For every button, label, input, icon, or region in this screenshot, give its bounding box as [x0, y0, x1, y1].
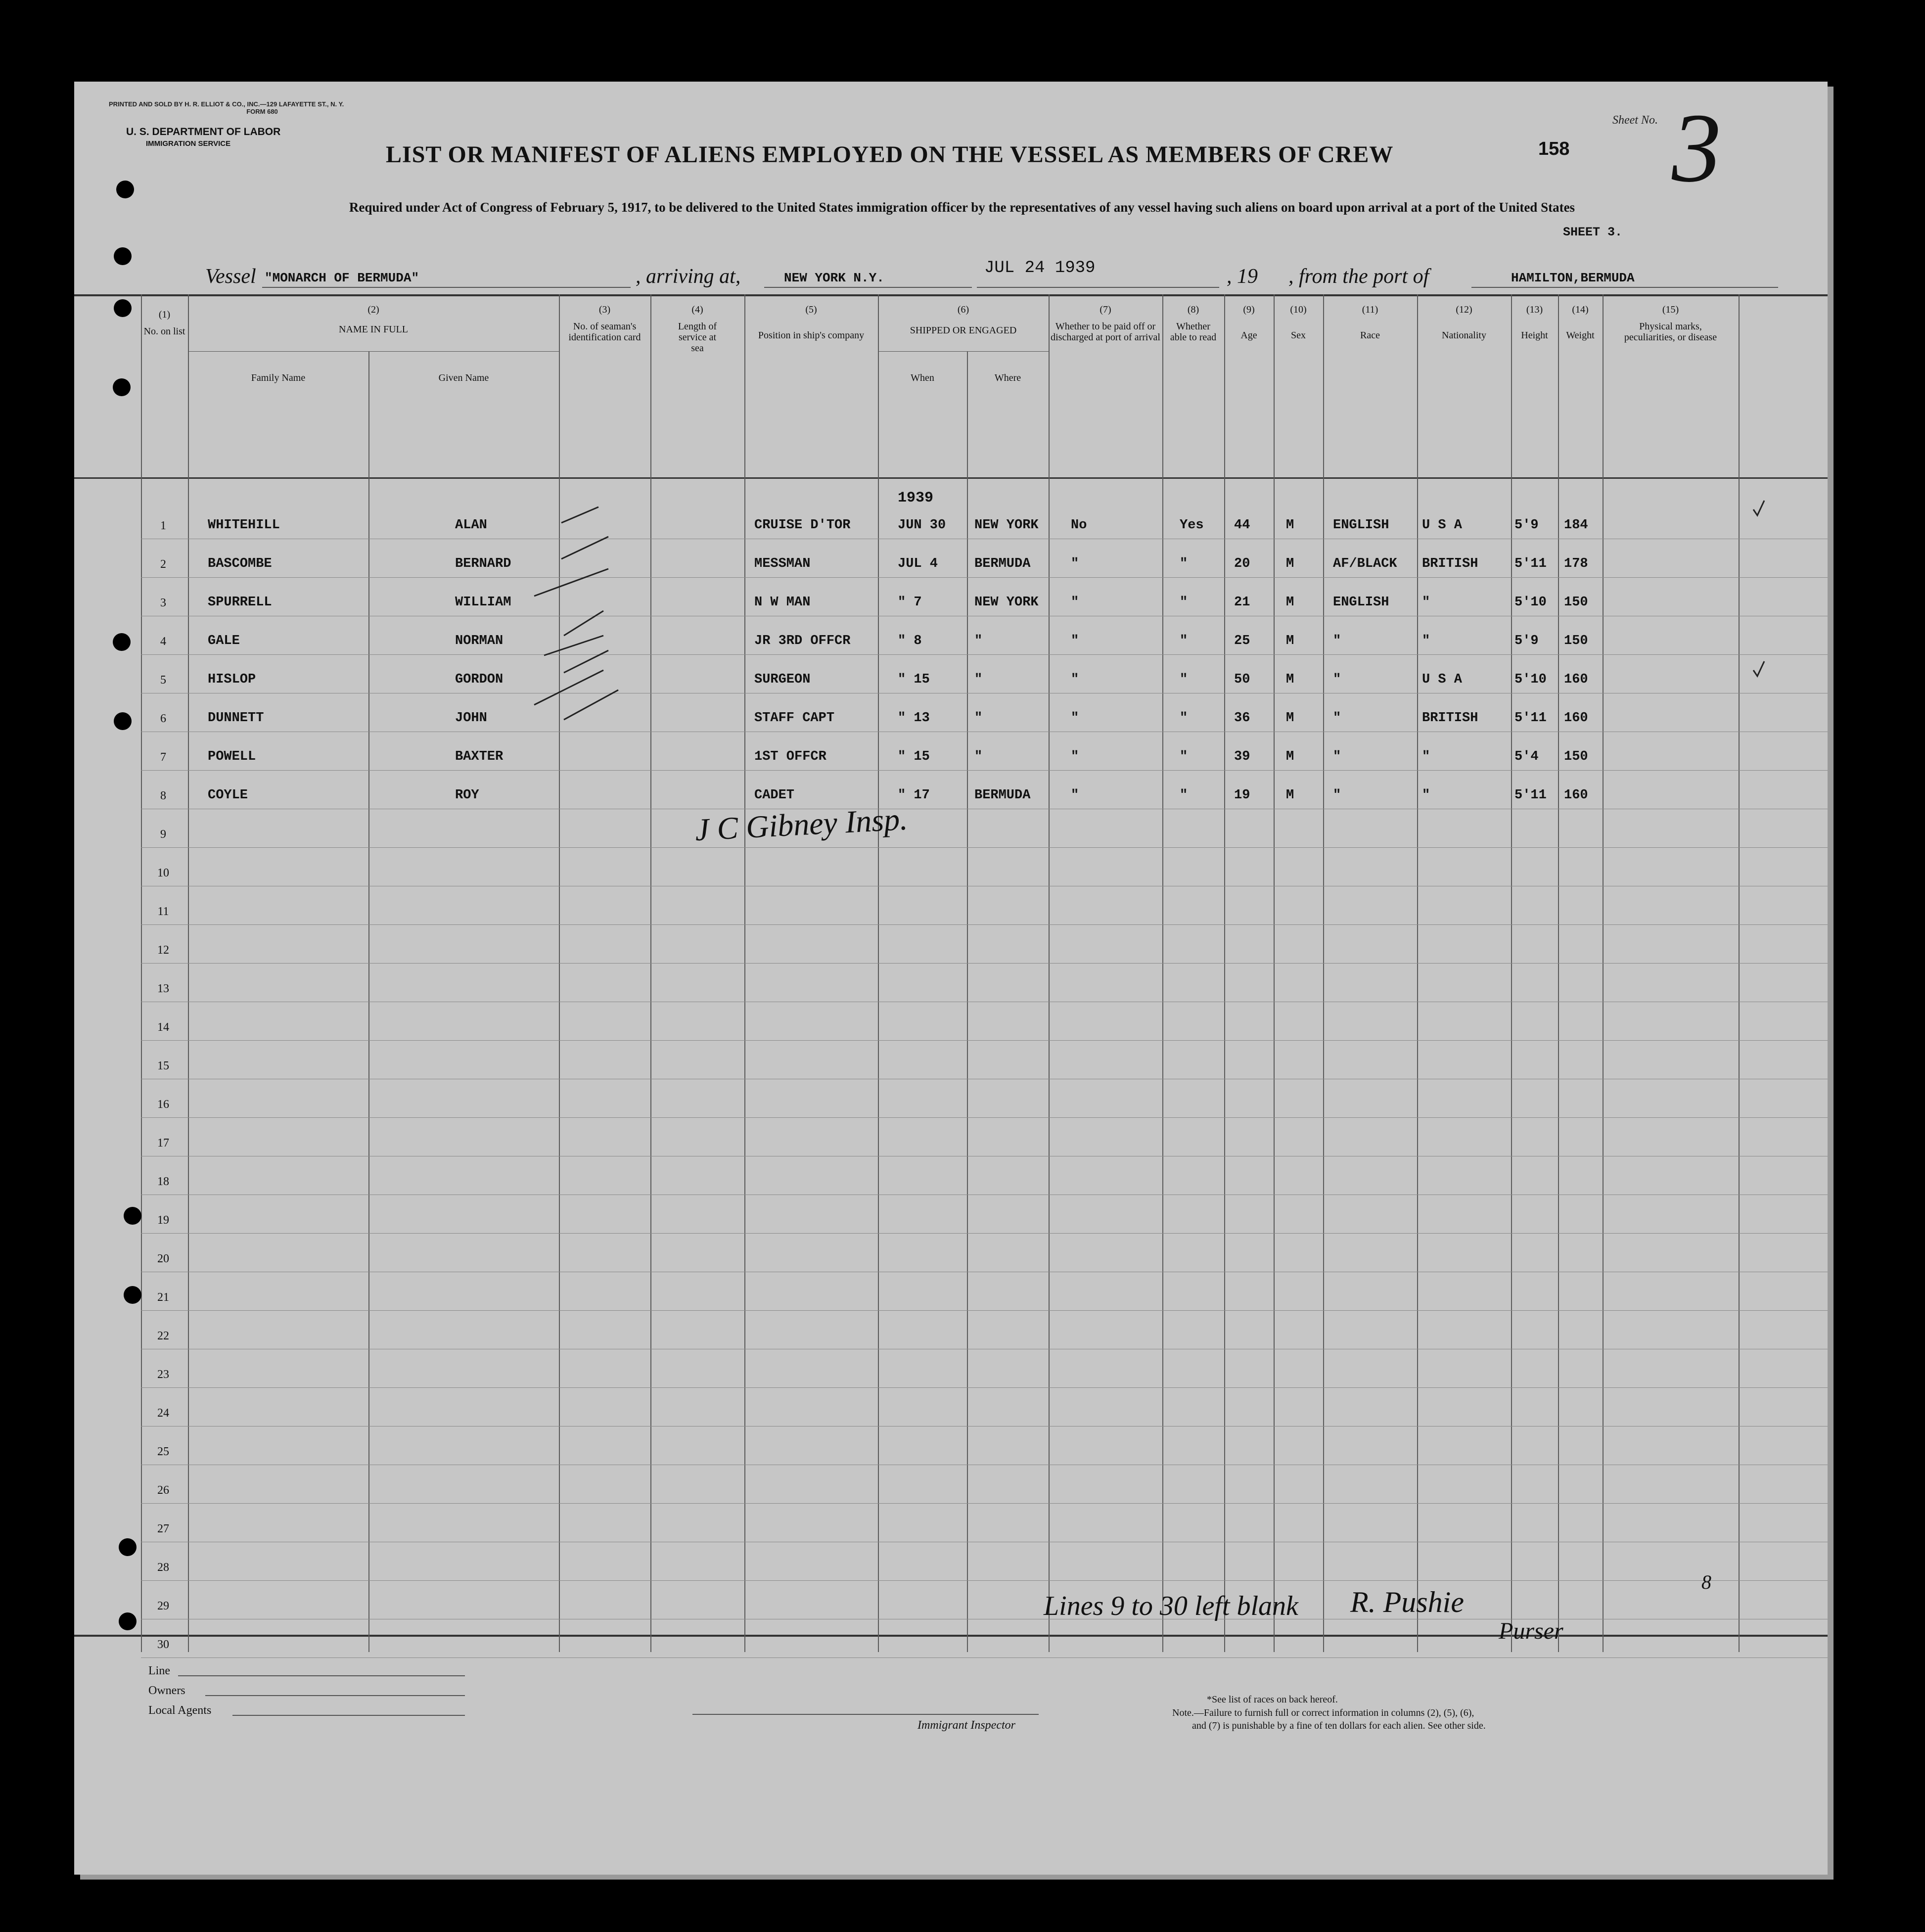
crew-family-cell: GALE: [208, 634, 240, 648]
sheet-no-handwritten: 3: [1672, 93, 1721, 203]
crew-sex-cell: M: [1286, 595, 1294, 610]
punch-hole: [119, 1612, 137, 1630]
sheet-typed: SHEET 3.: [1563, 225, 1623, 239]
crew-race-cell: ": [1333, 711, 1341, 726]
fine-note-1: Note.—Failure to furnish full or correct information in columns (2), (5), (6),: [1172, 1707, 1474, 1718]
vessel-line: [205, 259, 1788, 294]
punch-hole: [113, 378, 131, 396]
department-name: U. S. DEPARTMENT OF LABOR: [126, 126, 281, 138]
col12-text: Nationality: [1442, 330, 1486, 341]
crew-family-cell: HISLOP: [208, 672, 256, 687]
crew-height-cell: 5'11: [1514, 788, 1547, 803]
crew-sex-cell: M: [1286, 672, 1294, 687]
row-number: 2: [160, 558, 166, 571]
id-tick-5: [544, 636, 603, 655]
crew-family-cell: BASCOMBE: [208, 556, 272, 571]
col15-text: Physical marks, peculiarities, or disease: [1624, 321, 1717, 343]
crew-race-cell: ": [1333, 634, 1341, 648]
row-number: 12: [157, 944, 169, 957]
crew-nationality-cell: ": [1422, 788, 1430, 803]
crew-position-cell: MESSMAN: [754, 556, 811, 571]
crew-given-cell: ROY: [455, 788, 479, 803]
crew-where-cell: NEW YORK: [974, 595, 1039, 610]
row-number: 9: [160, 828, 166, 841]
row-number: 26: [157, 1484, 169, 1497]
margin-mark: 8: [1701, 1571, 1711, 1593]
row-number: 11: [157, 905, 169, 918]
crew-position-cell: CRUISE D'TOR: [754, 518, 851, 533]
printer-imprint: [109, 100, 415, 115]
crew-given-cell: JOHN: [455, 711, 487, 726]
row-number: 29: [157, 1600, 169, 1612]
crew-when-cell: JUL 4: [898, 556, 938, 571]
col6-where-header: Where: [994, 372, 1021, 383]
row-number: 15: [157, 1059, 169, 1072]
crew-nationality-cell: ": [1422, 595, 1430, 610]
crew-nationality-cell: U S A: [1422, 672, 1463, 687]
row-number: 13: [157, 982, 169, 995]
col15-num: (15): [1662, 304, 1679, 315]
col4-num: (4): [691, 304, 703, 315]
crew-where-cell: BERMUDA: [974, 556, 1031, 571]
row-number: 20: [157, 1252, 169, 1265]
col11-text: Race: [1360, 330, 1380, 341]
crew-where-cell: ": [974, 749, 983, 764]
col6-when-header: When: [911, 372, 934, 383]
crew-when-cell: " 15: [898, 672, 930, 687]
col1-num: (1): [158, 309, 171, 320]
crew-when-cell: " 8: [898, 634, 922, 648]
col8-text: Whether able to read: [1170, 321, 1217, 343]
crew-position-cell: JR 3RD OFFCR: [754, 634, 851, 648]
crew-race-cell: ": [1333, 788, 1341, 803]
purser-signature: R. Pushie: [1350, 1586, 1464, 1618]
arrival-date-stamp: JUL 24 1939: [984, 259, 1096, 277]
crew-given-cell: NORMAN: [455, 634, 504, 648]
year-label: , 19: [1227, 265, 1258, 288]
id-tick-4: [564, 611, 603, 636]
crew-read-cell: ": [1180, 556, 1188, 571]
crew-position-cell: STAFF CAPT: [754, 711, 835, 726]
col10-num: (10): [1290, 304, 1307, 315]
crew-height-cell: 5'11: [1514, 711, 1547, 726]
crew-nationality-cell: BRITISH: [1422, 711, 1478, 726]
crew-when-cell: " 7: [898, 595, 922, 610]
crew-nationality-cell: BRITISH: [1422, 556, 1478, 571]
crew-weight-cell: 150: [1564, 595, 1588, 610]
crew-sex-cell: M: [1286, 634, 1294, 648]
arriving-port: NEW YORK N.Y.: [784, 271, 884, 285]
crew-height-cell: 5'9: [1514, 518, 1539, 533]
crew-race-cell: ENGLISH: [1333, 595, 1389, 610]
crew-age-cell: 19: [1234, 788, 1250, 803]
crew-when-cell: " 17: [898, 788, 930, 803]
crew-age-cell: 39: [1234, 749, 1250, 764]
col9-text: Age: [1240, 330, 1257, 341]
vessel-name: "MONARCH OF BERMUDA": [265, 271, 419, 285]
purser-title: Purser: [1499, 1618, 1563, 1644]
row-number: 19: [157, 1214, 169, 1227]
punch-hole: [114, 299, 132, 317]
crew-sex-cell: M: [1286, 788, 1294, 803]
printer-form: FORM 680: [246, 108, 278, 115]
id-tick-3: [534, 569, 608, 596]
row-number: 1: [160, 519, 166, 532]
col3-text: No. of seaman's identification card: [568, 321, 641, 343]
crew-weight-cell: 160: [1564, 788, 1588, 803]
crew-age-cell: 44: [1234, 518, 1250, 533]
vessel-label: Vessel: [205, 265, 256, 288]
crew-when-cell: " 15: [898, 749, 930, 764]
crew-height-cell: 5'10: [1514, 672, 1547, 687]
row-number: 18: [157, 1175, 169, 1188]
crew-age-cell: 21: [1234, 595, 1250, 610]
crew-family-cell: SPURRELL: [208, 595, 272, 610]
crew-when-cell: " 13: [898, 711, 930, 726]
row-number: 23: [157, 1368, 169, 1381]
crew-family-cell: COYLE: [208, 788, 248, 803]
crew-family-cell: POWELL: [208, 749, 256, 764]
crew-position-cell: 1ST OFFCR: [754, 749, 826, 764]
crew-age-cell: 36: [1234, 711, 1250, 726]
crew-sex-cell: M: [1286, 518, 1294, 533]
crew-given-cell: ALAN: [455, 518, 487, 533]
punch-hole: [124, 1286, 141, 1304]
row-number: 10: [157, 867, 169, 879]
crew-race-cell: ": [1333, 672, 1341, 687]
crew-read-cell: ": [1180, 788, 1188, 803]
crew-height-cell: 5'11: [1514, 556, 1547, 571]
crew-paid-cell: ": [1071, 634, 1079, 648]
row-rule: [141, 1657, 1828, 1658]
crew-when-cell: JUN 30: [898, 518, 946, 533]
id-tick-2: [561, 537, 608, 559]
col7-text: Whether to be paid off or discharged at port of arrival: [1051, 321, 1160, 343]
local-agents-label: Local Agents: [148, 1704, 212, 1717]
col2-family-header: Family Name: [251, 372, 306, 383]
crew-read-cell: ": [1180, 711, 1188, 726]
printer-line: PRINTED AND SOLD BY H. R. ELLIOT & CO., INC.—129 LAFAYETTE ST., N. Y.: [109, 100, 344, 108]
crew-given-cell: BERNARD: [455, 556, 511, 571]
crew-paid-cell: ": [1071, 595, 1079, 610]
crew-race-cell: ENGLISH: [1333, 518, 1389, 533]
punch-hole: [124, 1207, 141, 1225]
crew-sex-cell: M: [1286, 749, 1294, 764]
immigrant-inspector-label: Immigrant Inspector: [917, 1719, 1015, 1732]
crew-nationality-cell: ": [1422, 634, 1430, 648]
required-statement: Required under Act of Congress of February 5, 1917, to be delivered to the United States immigration officer by the representatives of any vessel having such aliens on board upon arrival at a port of the United States: [349, 200, 1575, 215]
col4-text: Length of service at sea: [678, 321, 717, 354]
punch-hole: [114, 712, 132, 730]
punch-hole: [114, 247, 132, 265]
crew-family-cell: WHITEHILL: [208, 518, 280, 533]
crew-where-cell: ": [974, 672, 983, 687]
punch-hole: [119, 1538, 137, 1556]
fine-note-2: and (7) is punishable by a fine of ten dollars for each alien. See other side.: [1192, 1720, 1486, 1731]
col6-text: SHIPPED OR ENGAGED: [910, 325, 1017, 336]
crew-given-cell: WILLIAM: [455, 595, 511, 610]
crew-read-cell: Yes: [1180, 518, 1204, 533]
crew-height-cell: 5'9: [1514, 634, 1539, 648]
crew-weight-cell: 178: [1564, 556, 1588, 571]
manifest-sheet: [74, 82, 1828, 1875]
crew-race-cell: ": [1333, 749, 1341, 764]
row-number: 25: [157, 1445, 169, 1458]
crew-race-cell: AF/BLACK: [1333, 556, 1397, 571]
crew-age-cell: 25: [1234, 634, 1250, 648]
crew-given-cell: GORDON: [455, 672, 504, 687]
from-port: HAMILTON,BERMUDA: [1511, 271, 1635, 285]
form-number: 158: [1538, 138, 1570, 159]
check-mark-5: [1753, 661, 1764, 676]
id-tick-1: [561, 507, 598, 523]
row-number: 5: [160, 674, 166, 687]
col13-text: Height: [1521, 330, 1548, 341]
crew-read-cell: ": [1180, 634, 1188, 648]
col11-num: (11): [1362, 304, 1378, 315]
row-number: 6: [160, 712, 166, 725]
crew-weight-cell: 184: [1564, 518, 1588, 533]
id-tick-7: [534, 670, 603, 705]
handwritten-marks: [74, 294, 1828, 1652]
crew-age-cell: 20: [1234, 556, 1250, 571]
crew-weight-cell: 150: [1564, 749, 1588, 764]
crew-where-cell: ": [974, 634, 983, 648]
crew-height-cell: 5'4: [1514, 749, 1539, 764]
col1-text: No. on list: [143, 326, 185, 337]
col5-text: Position in ship's company: [758, 330, 865, 341]
punch-hole: [113, 633, 131, 651]
year-above-when: 1939: [898, 490, 934, 506]
crew-position-cell: CADET: [754, 788, 795, 803]
crew-position-cell: N W MAN: [754, 595, 811, 610]
row-number: 21: [157, 1291, 169, 1304]
line-label: Line: [148, 1664, 170, 1677]
col2-text: NAME IN FULL: [339, 324, 408, 335]
col3-num: (3): [598, 304, 611, 315]
col2-num: (2): [367, 304, 379, 315]
crew-paid-cell: ": [1071, 556, 1079, 571]
crew-paid-cell: ": [1071, 672, 1079, 687]
crew-given-cell: BAXTER: [455, 749, 504, 764]
crew-where-cell: ": [974, 711, 983, 726]
col14-num: (14): [1572, 304, 1589, 315]
col10-text: Sex: [1291, 330, 1306, 341]
crew-height-cell: 5'10: [1514, 595, 1547, 610]
crew-paid-cell: No: [1071, 518, 1087, 533]
lines-blank-note: Lines 9 to 30 left blank: [1044, 1591, 1298, 1621]
crew-read-cell: ": [1180, 672, 1188, 687]
crew-sex-cell: M: [1286, 711, 1294, 726]
row-number: 7: [160, 751, 166, 764]
page-title: LIST OR MANIFEST OF ALIENS EMPLOYED ON THE VESSEL AS MEMBERS OF CREW: [386, 141, 1394, 168]
row-number: 16: [157, 1098, 169, 1111]
col12-num: (12): [1456, 304, 1472, 315]
row-number: 4: [160, 635, 166, 648]
crew-position-cell: SURGEON: [754, 672, 811, 687]
row-number: 27: [157, 1522, 169, 1535]
col8-num: (8): [1187, 304, 1199, 315]
row-number: 8: [160, 789, 166, 802]
crew-where-cell: NEW YORK: [974, 518, 1039, 533]
crew-sex-cell: M: [1286, 556, 1294, 571]
service-name: IMMIGRATION SERVICE: [146, 139, 231, 148]
crew-read-cell: ": [1180, 749, 1188, 764]
row-number: 17: [157, 1137, 169, 1150]
crew-weight-cell: 160: [1564, 711, 1588, 726]
col9-num: (9): [1243, 304, 1255, 315]
punch-hole: [116, 181, 134, 198]
crew-age-cell: 50: [1234, 672, 1250, 687]
row-number: 3: [160, 597, 166, 609]
row-number: 22: [157, 1330, 169, 1342]
races-note: *See list of races on back hereof.: [1207, 1694, 1338, 1705]
sheet-no-label: Sheet No.: [1612, 114, 1658, 127]
agency-heading: [126, 126, 280, 150]
col6-num: (6): [957, 304, 969, 315]
crew-nationality-cell: ": [1422, 749, 1430, 764]
owners-label: Owners: [148, 1684, 185, 1697]
crew-where-cell: BERMUDA: [974, 788, 1031, 803]
col5-num: (5): [805, 304, 817, 315]
row-number: 28: [157, 1561, 169, 1574]
check-mark-1: [1753, 501, 1764, 515]
row-number: 30: [157, 1638, 169, 1651]
crew-read-cell: ": [1180, 595, 1188, 610]
col14-text: Weight: [1566, 330, 1595, 341]
crew-paid-cell: ": [1071, 711, 1079, 726]
row-number: 14: [157, 1021, 169, 1034]
arriving-label: , arriving at,: [636, 265, 741, 288]
crew-nationality-cell: U S A: [1422, 518, 1463, 533]
crew-weight-cell: 160: [1564, 672, 1588, 687]
crew-weight-cell: 150: [1564, 634, 1588, 648]
id-tick-8: [564, 690, 618, 720]
inspector-signature: J C Gibney Insp.: [694, 801, 909, 848]
col2-given-header: Given Name: [438, 372, 489, 383]
id-tick-6: [564, 650, 608, 673]
col7-num: (7): [1100, 304, 1111, 315]
crew-table: [74, 294, 1828, 1652]
crew-family-cell: DUNNETT: [208, 711, 264, 726]
col13-num: (13): [1526, 304, 1543, 315]
row-number: 24: [157, 1407, 169, 1420]
crew-paid-cell: ": [1071, 749, 1079, 764]
from-label: , from the port of: [1288, 265, 1429, 288]
crew-paid-cell: ": [1071, 788, 1079, 803]
